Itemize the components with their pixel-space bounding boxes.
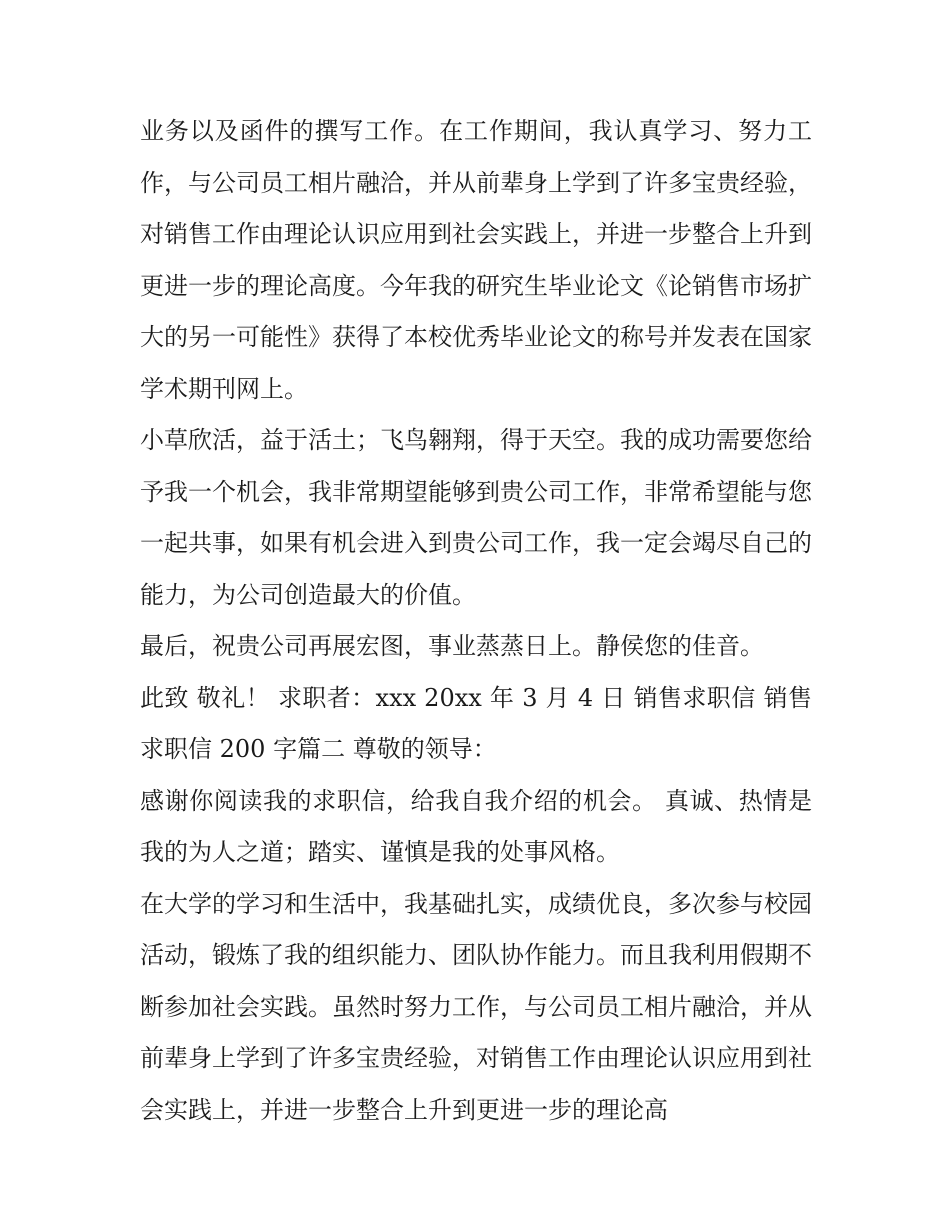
paragraph-opportunity: 小草欣活，益于活土；飞鸟翱翔，得于天空。我的成功需要您给予我一个机会，我非常期望能够到贵公司工作，非常希望能与您一起共事，如果有机会进入到贵公司工作，我一定会竭尽自己的能力，为公司创造最大的价值。 [140,426,812,609]
paragraph-signature: 此致 敬礼！ 求职者：xxx 20xx 年 3 月 4 日 销售求职信 销售求职信 200 字篇二 尊敬的领导： [140,683,812,763]
document-page [140,106,812,1136]
paragraph-closing-wish: 最后，祝贵公司再展宏图，事业蒸蒸日上。静侯您的佳音。 [140,632,764,660]
paragraph-work-experience: 业务以及函件的撰写工作。在工作期间，我认真学习、努力工作，与公司员工相片融洽，并从前辈身上学到了许多宝贵经验，对销售工作由理论认识应用到社会实践上，并进一步整合上升到更进一步的理论高度。今年我的研究生毕业论文《论销售市场扩大的另一可能性》获得了本校优秀毕业论文的称号并发表在国家学术期刊网上。 [140,117,812,403]
paragraph-thanks: 感谢你阅读我的求职信，给我自我介绍的机会。 真诚、热情是我的为人之道；踏实、谨慎是我的处事风格。 [140,786,812,866]
paragraph-university: 在大学的学习和生活中，我基础扎实，成绩优良，多次参与校园活动，锻炼了我的组织能力、团队协作能力。而且我利用假期不断参加社会实践。虽然时努力工作，与公司员工相片融洽，并从前辈身上学到了许多宝贵经验，对销售工作由理论认识应用到社会实践上，并进一步整合上升到更进一步的理论高 [140,889,812,1124]
